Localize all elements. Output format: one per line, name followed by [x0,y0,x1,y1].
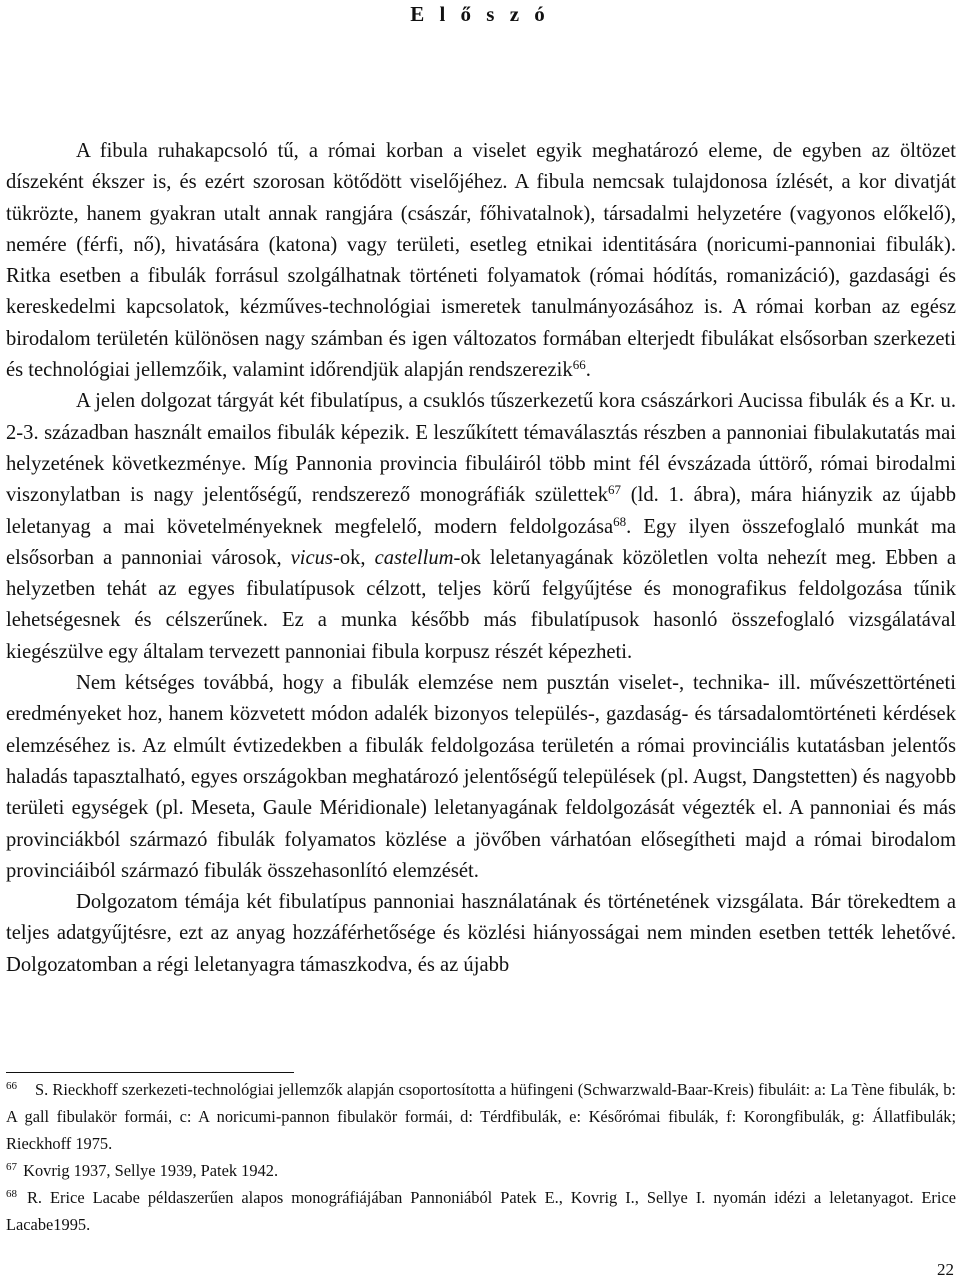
paragraph-4: Dolgozatom témája két fibulatípus pannoniai használatának és történetének vizsgálata. Bár törekedtem a teljes adatgyűjtésre, ezt az anyag hozzáférhetősége és közlési hiányosságai nem minden esetben tették lehetővé. Dolgozatomban a régi leletanyagra támaszkodva, és az újabb [6,891,956,976]
paragraph-1-text: A fibula ruhakapcsoló tű, a római korban a viselet egyik meghatározó eleme, de egyben az öltözet díszeként ékszer is, és ezért szorosan kötődött viselőjéhez. A fibula nemcsak tulajdonosa ízlését, a kor divatját tükrözte, hanem gyakran utalt annak rangjára (császár, főhivatalnok), társadalmi helyzetére (vagyonos előkelő), nemére (férfi, nő), hivatására (katona) vagy területi, esetleg etnikai identitására (noricumi-pannoniai fibulák). Ritka esetben a fibulák forrásul szolgálhatnak történeti folyamatok (római hódítás, romanizáció), gazdasági és kereskedelmi kapcsolatok, kézműves-technológiai ismeretek tanulmányozásához is. A római korban az egész birodalom területén különösen nagy számban és igen változatos formában elterjedt fibulákat elsősorban szerkezeti és technológiai jellemzőik, valamint időrendjük alapján rendszerezik [6,140,956,382]
footnote-ref-67[interactable]: 67 [608,482,622,498]
term-vicus: vicus [290,546,333,569]
page-number: 22 [937,1260,954,1279]
paragraph-1-end: . [585,359,591,382]
paragraph-2-text-a: A jelen dolgozat tárgyát két fibulatípus, a csuklós tűszerkezetű kora császárkori Aucissa fibulák és a Kr. u. 2-3. században használt emailos fibulák képezik. E leszűkített témaválasztás részben a pannoniai fibulakutatás mai helyzetének következménye. Míg Pannonia provincia fibuláiról több mint fél évszázada úttörő, római birodalmi viszonylatban is nagy jelentőségű, rendszerező monográfiák születtek [6,390,956,507]
footnotes [6,1076,956,1238]
paragraph-2 [6,386,956,668]
footnote-ref-68[interactable]: 68 [613,513,627,529]
main-text [6,133,956,981]
paragraph-2-text-d: -ok, [332,546,375,569]
footnote-67 [6,1157,956,1184]
footnote-68 [6,1184,956,1238]
term-castellum: castellum [374,546,454,569]
footnote-ref-66[interactable]: 66 [572,357,586,373]
footnote-mark: 66 [6,1080,17,1092]
page-title: E l ő s z ó [410,2,550,26]
paragraph-2-text-b: (ld. 1. ábra), mára hiányzik az újabb leletanyag a mai követelményeknek megfelelő, modern feldolgozása [6,484,956,538]
footnote-text: Kovrig 1937, Sellye 1939, Patek 1942. [23,1161,279,1180]
footnote-text: S. Rieckhoff szerkezeti-technológiai jellemzők alapján csoportosította a hüfingeni (Schwarzwald-Baar-Kreis) fibuláit: a: La Tène fibulák, b: A gall fibulakör formái, c: A noricumi-pannon fibulakör formái, d: Térdfibulák, e: Későrómai fibulák, f: Korongfibulák, g: Állatfibulák; Rieckhoff 1975. [6,1080,956,1153]
paragraph-1 [6,136,956,386]
footnote-66 [6,1076,956,1157]
paragraph-2-text-c: . Egy ilyen összefoglaló munkát ma elsősorban a pannoniai városok, [6,515,956,569]
footnote-mark: 68 [6,1188,17,1200]
paragraph-2-text-e: -ok leletanyagának közöletlen volta nehezít meg. Ebben a helyzetben tehát az egyes fibulatípusok célzott, teljes körű felgyűjtése és monografikus feldolgozása tűnik lehetségesnek és célszerűnek. Ez a munka később más fibulatípusok hasonló összefoglaló vizsgálatával kiegészülve egy általam tervezett pannoniai fibula korpusz részét képezheti. [6,546,956,663]
footnote-mark: 67 [6,1161,17,1173]
footnote-separator [6,1072,294,1073]
paragraph-3: Nem kétséges továbbá, hogy a fibulák elemzése nem pusztán viselet-, technika- ill. művészettörténeti eredményeket hoz, hanem közvetett módon adalék bizonyos település-, gazdaság- és társadalomtörténeti kérdések elemzéséhez is. Az elmúlt évtizedekben a fibulák feldolgozása területén a római provinciális kutatásban jelentős haladás tapasztalható, egyes országokban meghatározó jelentőségű települések (pl. Augst, Dangstetten) és nagyobb területi egységek (pl. Meseta, Gaule Méridionale) leletanyagának feldolgozását végezték el. A pannoniai és más provinciákból származó fibulák folyamatos közlése a jövőben várhatóan elősegítheti majd a római birodalom provinciáiból származó fibulák összehasonlító elemzését. [6,672,956,882]
footnote-text: R. Erice Lacabe példaszerűen alapos monográfiájában Pannoniából Patek E., Kovrig I., Sellye I. nyomán idézi a leletanyagot. Erice Lacabe1995. [6,1188,956,1234]
